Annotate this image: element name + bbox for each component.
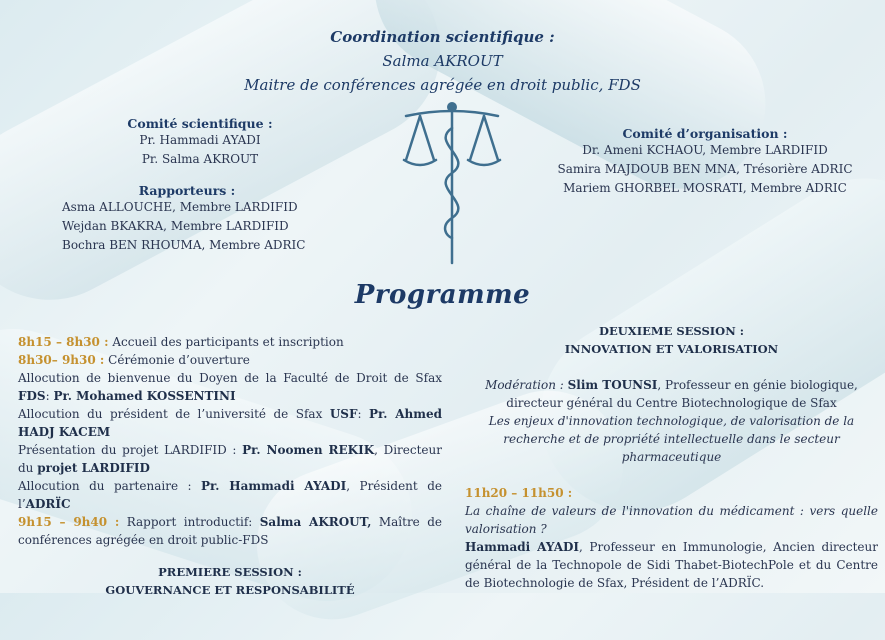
allocution-item: Allocution de bienvenue du Doyen de la Faculté de Droit de Sfax FDS: Pr. Mohamed KOSSENTINI xyxy=(18,371,442,403)
member: Asma ALLOUCHE, Membre LARDIFID xyxy=(62,200,298,214)
session-theme: Les enjeux d'innovation technologique, de valorisation de la recherche et de propriété intellectuelle dans le secteur pharmaceutique xyxy=(488,414,855,464)
comite-organisation xyxy=(540,126,870,198)
rapporteurs xyxy=(62,183,362,255)
allocution-item: Allocution du partenaire : Pr. Hammadi AYADI, Président de l’ADRÏC xyxy=(18,479,442,511)
comite-scientifique xyxy=(90,116,310,169)
comite-scientifique-title: Comité scientifique : xyxy=(127,116,273,131)
allocution-item: Présentation du projet LARDIFID : Pr. Noomen REKIK, Directeur du projet LARDIFID xyxy=(18,443,442,475)
session-heading: DEUXIEME SESSION : INNOVATION ET VALORISATION xyxy=(564,324,779,356)
time: 11h20 – 11h50 : xyxy=(465,486,573,500)
comite-organisation-title: Comité d’organisation : xyxy=(622,126,788,141)
schedule-item: 9h15 – 9h40 : Rapport introductif: Salma AKROUT, Maître de conférences agrégée en droit public-FDS xyxy=(18,515,442,547)
member: Samira MAJDOUB BEN MNA, Trésorière ADRIC xyxy=(557,162,853,176)
schedule-item xyxy=(465,484,878,502)
programme-right-column xyxy=(465,322,878,592)
member: Wejdan BKAKRA, Membre LARDIFID xyxy=(62,219,289,233)
coordination-role: Maitre de conférences agrégée en droit public, FDS xyxy=(244,76,641,94)
member: Pr. Salma AKROUT xyxy=(141,152,259,166)
member: Bochra BEN RHOUMA, Membre ADRIC xyxy=(62,238,306,252)
schedule-item: 8h15 – 8h30 : Accueil des participants et inscription xyxy=(18,335,344,349)
coordination-name: Salma AKROUT xyxy=(382,52,503,70)
time: 9h15 – 9h40 : xyxy=(18,515,120,529)
programme-left-column xyxy=(18,333,442,599)
member: Pr. Hammadi AYADI xyxy=(139,133,261,147)
session-heading: PREMIERE SESSION : GOUVERNANCE ET RESPONSABILITÉ xyxy=(105,565,355,597)
speaker: Hammadi AYADI, Professeur en Immunologie, Ancien directeur général de la Technopole de Sidi Thabet-BiotechPole et du Centre de Biotechnologie de Sfax, Président de l’ADRÏC. xyxy=(465,540,878,590)
schedule-item: 8h30– 9h30 : Cérémonie d’ouverture xyxy=(18,353,250,367)
time: 8h30– 9h30 : xyxy=(18,353,105,367)
moderation: Modération : Slim TOUNSI, Professeur en génie biologique, directeur général du Centre Biotechnologique de Sfax xyxy=(485,378,858,410)
programme-title: Programme xyxy=(354,280,531,310)
caduceus-scales-icon xyxy=(400,98,504,268)
allocution-item: Allocution du président de l’université de Sfax USF: Pr. Ahmed HADJ KACEM xyxy=(18,407,442,439)
coordination-title: Coordination scientifique : xyxy=(330,28,555,46)
rapporteurs-title: Rapporteurs : xyxy=(138,183,236,198)
time: 8h15 – 8h30 : xyxy=(18,335,109,349)
talk-title: La chaîne de valeurs de l'innovation du médicament : vers quelle valorisation ? xyxy=(465,504,878,536)
member: Dr. Ameni KCHAOU, Membre LARDIFID xyxy=(582,143,828,157)
member: Mariem GHORBEL MOSRATI, Membre ADRIC xyxy=(563,181,847,195)
